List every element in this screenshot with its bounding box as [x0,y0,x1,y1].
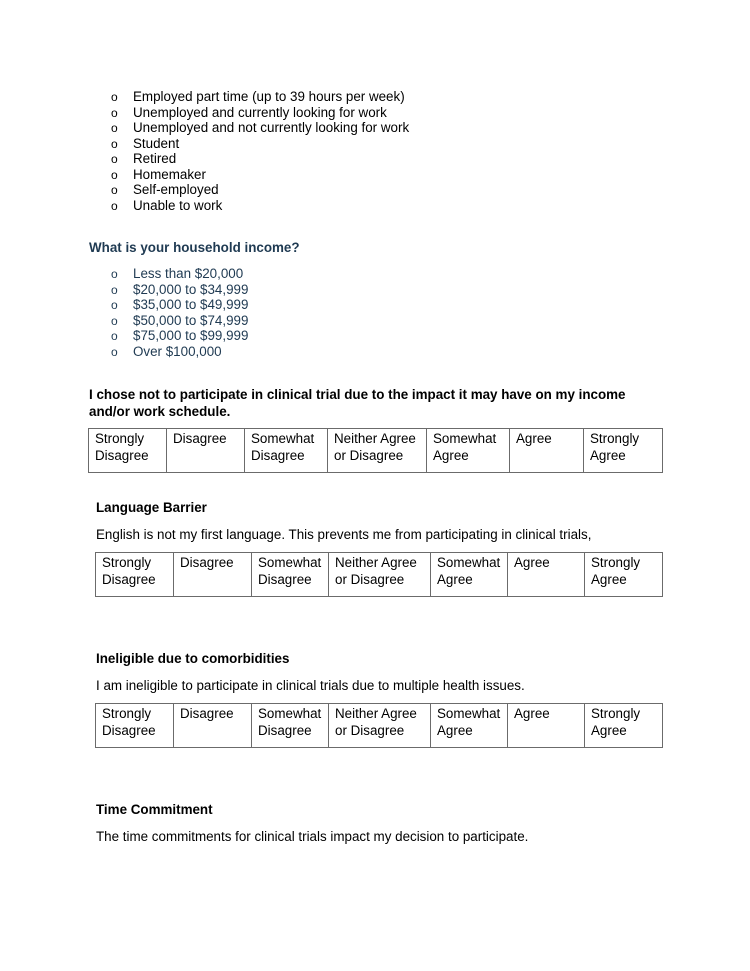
scale-option-neutral[interactable]: Neither Agree or Disagree [329,704,431,748]
list-item [111,136,409,152]
comorbidities-scale [95,703,663,748]
scale-option-disagree[interactable]: Disagree [174,553,252,597]
time-statement: The time commitments for clinical trials impact my decision to participate. [96,829,529,844]
scale-option-somewhat-agree[interactable]: Somewhat Agree [427,429,510,473]
scale-option-somewhat-agree[interactable]: Somewhat Agree [431,553,508,597]
bullet: o [111,198,118,213]
scale-option-strongly-agree[interactable]: Strongly Agree [585,553,663,597]
comorbidities-heading: Ineligible due to comorbidities [96,651,290,666]
list-item [111,198,409,214]
income-option-label: $50,000 to $74,999 [133,312,249,328]
list-item [111,167,409,183]
employment-option-label: Student [133,135,180,151]
scale-option-agree[interactable]: Agree [510,429,584,473]
list-item [111,182,409,198]
employment-option-label: Retired [133,151,177,166]
scale-option-somewhat-disagree[interactable]: Somewhat Disagree [252,704,329,748]
employment-option-label: Employed part time (up to 39 hours per week) [133,89,405,104]
scale-row [89,429,663,473]
scale-row [96,704,663,748]
scale-option-agree[interactable]: Agree [508,553,585,597]
time-heading: Time Commitment [96,802,213,817]
scale-option-neutral[interactable]: Neither Agree or Disagree [328,429,427,473]
list-item [111,344,248,360]
income-impact-scale [88,428,663,473]
bullet: o [111,313,118,328]
bullet: o [111,121,118,135]
employment-option-label: Homemaker [133,166,206,182]
employment-option-label: Unable to work [133,197,223,213]
income-option-label: $35,000 to $49,999 [133,297,249,312]
list-item [111,266,248,282]
bullet: o [111,105,118,120]
employment-option-label: Unemployed and not currently looking for work [133,120,410,135]
scale-row [96,553,663,597]
list-item [111,151,409,167]
list-item [111,328,248,344]
employment-option-label: Unemployed and currently looking for work [133,104,387,120]
comorbidities-statement: I am ineligible to participate in clinical trials due to multiple health issues. [96,678,525,693]
scale-option-strongly-disagree[interactable]: Strongly Disagree [96,553,174,597]
bullet: o [111,329,118,343]
list-item [111,120,409,136]
bullet: o [111,344,118,359]
bullet: o [111,282,118,297]
scale-option-somewhat-disagree[interactable]: Somewhat Disagree [252,553,329,597]
language-heading: Language Barrier [96,500,207,515]
language-scale [95,552,663,597]
scale-option-strongly-agree[interactable]: Strongly Agree [584,429,663,473]
scale-option-disagree[interactable]: Disagree [174,704,252,748]
income-option-label: Less than $20,000 [133,266,244,281]
list-item [111,297,248,313]
list-item [111,313,248,329]
scale-option-strongly-disagree[interactable]: Strongly Disagree [89,429,167,473]
bullet: o [111,90,118,104]
list-item [111,105,409,121]
employment-option-label: Self-employed [133,182,219,197]
employment-options-list [111,89,409,213]
bullet: o [111,167,118,182]
list-item [111,89,409,105]
scale-option-neutral[interactable]: Neither Agree or Disagree [329,553,431,597]
statement-line: and/or work schedule. [89,404,231,419]
scale-option-agree[interactable]: Agree [508,704,585,748]
scale-option-strongly-agree[interactable]: Strongly Agree [585,704,663,748]
income-option-label: $75,000 to $99,999 [133,328,249,343]
scale-option-somewhat-agree[interactable]: Somewhat Agree [431,704,508,748]
bullet: o [111,183,118,197]
income-question: What is your household income? [89,240,300,255]
income-impact-statement [89,386,626,420]
income-option-label: Over $100,000 [133,343,222,359]
scale-option-strongly-disagree[interactable]: Strongly Disagree [96,704,174,748]
scale-option-disagree[interactable]: Disagree [167,429,245,473]
bullet: o [111,267,118,281]
bullet: o [111,152,118,166]
bullet: o [111,298,118,312]
statement-line: I chose not to participate in clinical trial due to the impact it may have on my income [89,387,626,402]
scale-option-somewhat-disagree[interactable]: Somewhat Disagree [245,429,328,473]
income-option-label: $20,000 to $34,999 [133,281,249,297]
list-item [111,282,248,298]
income-options-list [111,266,248,359]
language-statement: English is not my first language. This prevents me from participating in clinical trials, [96,527,592,542]
bullet: o [111,136,118,151]
